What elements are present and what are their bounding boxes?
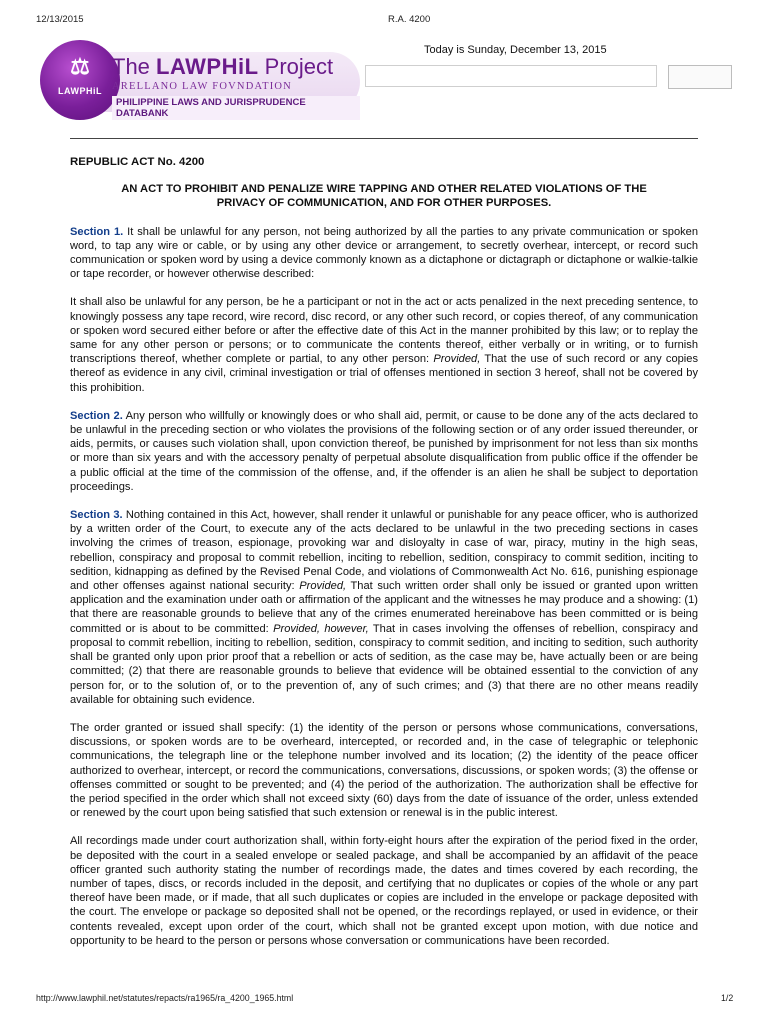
section-label: Section 1. (70, 225, 124, 238)
section-paragraph (70, 225, 698, 282)
section-text: It shall also be unlawful for any person, be he a participant or not in the act or acts penalized in the next preceding sentence, to knowingly possess any tape record, wire record, disc record, or any other such record, or copies thereof, of any communication or spoken word secured either before or after the effective date of this Act in the manner prohibited by this law; or to replay the same for any other person or persons; or to communicate the contents thereof, either verbally or in writing, or to furnish transcriptions thereof, whether complete or partial, to any other person: Provided, That the use of such record or any copies thereof as evidence in any civil, criminal investigation or trial of offenses mentioned in section 3 hereof, shall not be covered by this prohibition. (70, 296, 698, 394)
header-divider (70, 138, 698, 139)
act-title (70, 182, 698, 210)
section-paragraph (70, 721, 698, 820)
page-url: http://www.lawphil.net/statutes/repacts/ra1965/ra_4200_1965.html (36, 993, 294, 1003)
page-number: 1/2 (721, 993, 734, 1003)
search-button[interactable] (668, 65, 732, 89)
section-paragraph (70, 409, 698, 494)
document-body (70, 150, 698, 962)
seal-text: LAWPHiL (58, 86, 102, 96)
seal-icon (40, 40, 120, 120)
brand-prefix: The (112, 54, 150, 79)
lawphil-logo[interactable] (40, 40, 360, 120)
section-text: Any person who willfully or knowingly does or who shall aid, permit, or cause to be done any of the acts declared to be unlawful in the preceding section or who violates the provisions of the following section or of any order issued thereunder, or aids, permits, or causes such violation shall, upon conviction thereof, be punished by imprisonment for not less than six months or more than six years and with the accessory penalty of perpetual absolute disqualification from public office if the offender be a public official at the time of the commission of the offense, and, if the offender is an alien he shall be subject to deportation proceedings. (70, 409, 698, 493)
brand-name: LAWPHiL (156, 54, 259, 79)
search-input[interactable] (365, 65, 657, 87)
section-paragraph (70, 295, 698, 394)
act-title-line-2: PRIVACY OF COMMUNICATION, AND FOR OTHER PURPOSES. (216, 197, 552, 210)
section-text: The order granted or issued shall specify: (1) the identity of the person or persons whose communications, conversations, discussions, or spoken words are to be overheard, intercepted, or recorded and, in the case of telegraphic or telephonic communications, the telegraph line or the telephone number involved and its location; (2) the identity of the peace officer authorized to overhear, intercept, or record the communications, conversations, discussions, or spoken words; (3) the offense or offenses committed or sought to be prevented; and (4) the period of the authorization. The authorization shall be effective for the period specified in the order which shall not exceed sixty (60) days from the date of issuance of the order, unless extended or renewed by the court upon being satisfied that such extension or renewal is in the public interest. (70, 721, 698, 820)
brand-suffix: Project (264, 54, 334, 79)
sections-container (70, 225, 698, 948)
brand-title (112, 54, 333, 80)
today-date: Today is Sunday, December 13, 2015 (424, 44, 607, 56)
section-text: All recordings made under court authorization shall, within forty-eight hours after the expiration of the period fixed in the order, be deposited with the court in a sealed envelope or sealed package, and shall be accompanied by an affidavit of the peace officer granted such authority stating the number of recordings made, the dates and times covered by each recording, the number of tapes, discs, or records included in the deposit, and certifying that no duplicates or copies of the whole or any part thereof have been made, or if made, that all such duplicates or copies are included in the envelope or package deposited with the court. The envelope or package so deposited shall not be opened, or the recordings replayed, or used in evidence, or their contents revealed, except upon order of the court, which shall not be granted except upon motion, with due notice and opportunity to be heard to the person or persons whose conversation or communications have been recorded. (70, 835, 698, 947)
databank-tagline: PHILIPPINE LAWS AND JURISPRUDENCE DATABANK (112, 96, 360, 120)
section-text: It shall be unlawful for any person, not being authorized by all the parties to any private communication or spoken word, to tap any wire or cable, or by using any other device or arrangement, to secretly overhear, intercept, or record such communication or spoken word by using a device commonly known as a dictaphone or dictagraph or dictaphone or walkie-talkie or tape recorder, or however otherwise described: (70, 225, 698, 281)
print-date: 12/13/2015 (36, 14, 84, 25)
act-number: REPUBLIC ACT No. 4200 (70, 156, 205, 168)
act-title-line-1: AN ACT TO PROHIBIT AND PENALIZE WIRE TAPPING AND OTHER RELATED VIOLATIONS OF THE (121, 183, 647, 196)
foundation-name: ARELLANO LAW FOVNDATION (112, 81, 292, 92)
section-paragraph (70, 834, 698, 948)
print-title: R.A. 4200 (388, 14, 431, 25)
section-text: Nothing contained in this Act, however, shall render it unlawful or punishable for any peace officer, who is authorized by a written order of the Court, to execute any of the acts declared to be unlawful in the two preceding sections in cases involving the crimes of treason, espionage, provoking war and disloyalty in case of war, piracy, mutiny in the high seas, rebellion, conspiracy and proposal to commit rebellion, inciting to rebellion, sedition, conspiracy to commit sedition, inciting to sedition, kidnapping as defined by the Revised Penal Code, and violations of Commonwealth Act No. 616, punishing espionage and other offenses against national security: Provided, That such written order shall only be issued or granted upon written application and the examination under oath or affirmation of the applicant and the witnesses he may produce and a showing: (1) that there are reasonable grounds to believe that any of the crimes enumerated hereinabove has been committed or is being committed or is about to be committed: Provided, however, That in cases involving the offenses of rebellion, conspiracy and proposal to commit rebellion, inciting to rebellion, sedition, conspiracy to commit sedition, and inciting to sedition, such authority shall be granted only upon prior proof that a rebellion or acts of sedition, as the case may be, have actually been or are being committed; (2) that there are reasonable grounds to believe that evidence will be obtained essential to the conviction of any person for, or to the solution of, or to the prevention of, any of such crimes; and (3) that there are no other means readily available for obtaining such evidence. (70, 509, 698, 706)
scales-of-justice-icon: ⚖ (70, 54, 90, 79)
section-label: Section 2. (70, 409, 123, 422)
section-paragraph (70, 508, 698, 707)
section-label: Section 3. (70, 509, 123, 522)
